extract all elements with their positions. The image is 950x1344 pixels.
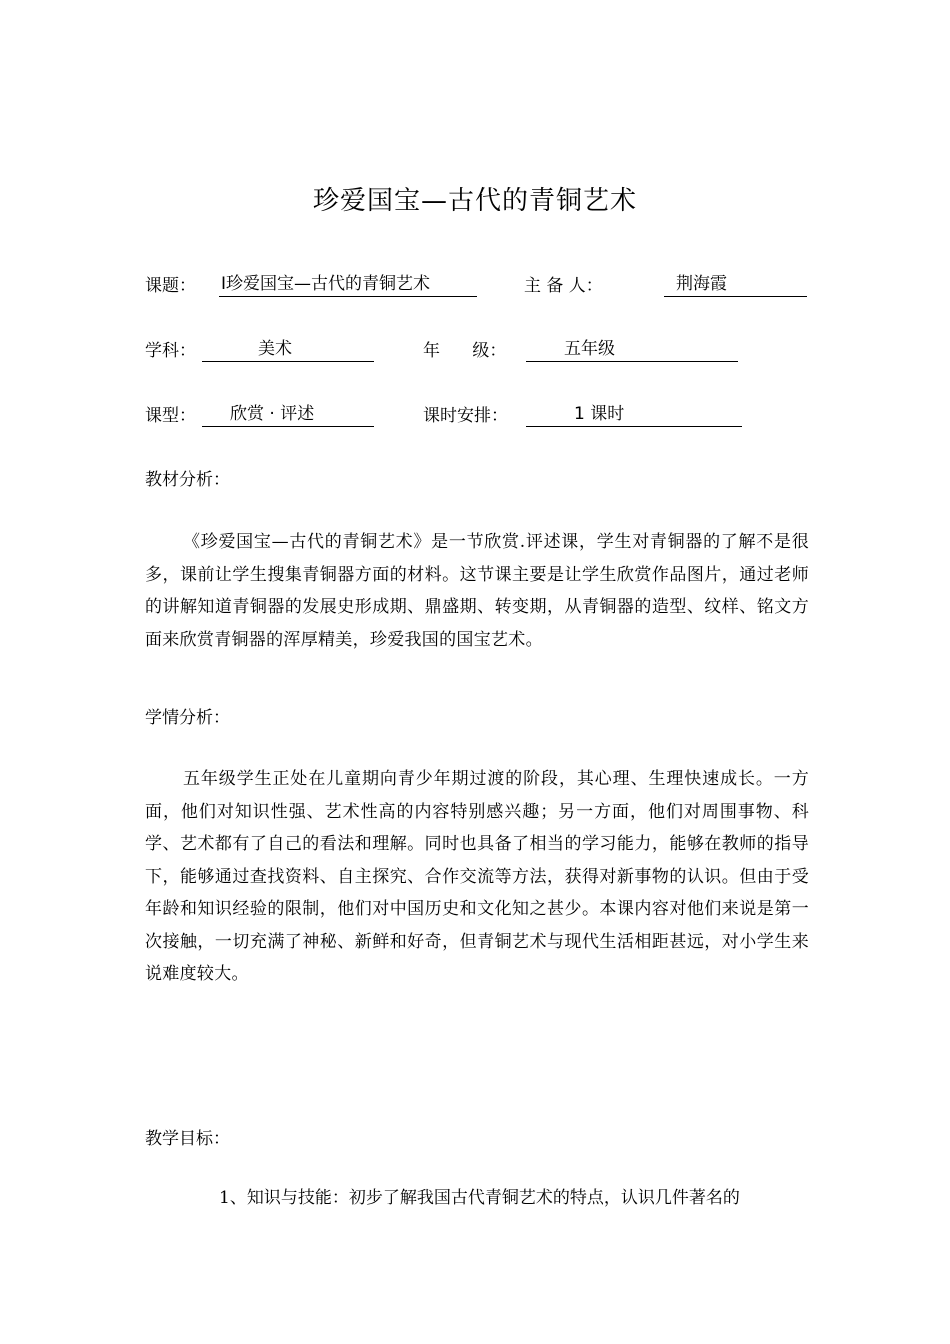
student-analysis-heading: 学情分析： [145, 708, 230, 728]
student-analysis-text: 五年级学生正处在儿童期向青少年期过渡的阶段，其心理、生理快速成长。一方面，他们对知识性强、艺术性高的内容特别感兴趣；另一方面，他们对周围事物、科学、艺术都有了自己的看法和理解。同时也具备了相当的学习能力，能够在教师的指导下，能够通过查找资料、自主探究、合作交流等方法，获得对新事物的认识。但由于受年龄和知识经验的限制，他们对中国历史和文化知之甚少。本课内容对他们来说是第一次接触，一切充满了神秘、新鲜和好奇，但青铜艺术与现代生活相距甚远，对小学生来说难度较大。 [145, 769, 809, 984]
lesson-type-label: 课型： [145, 406, 196, 426]
material-analysis-text: 《珍爱国宝—古代的青铜艺术》是一节欣赏.评述课，学生对青铜器的了解不是很多，课前让学生搜集青铜器方面的材料。这节课主要是让学生欣赏作品图片，通过老师的讲解知道青铜器的发展史形成期、鼎盛期、转变期，从青铜器的造型、纹样、铭文方面来欣赏青铜器的浑厚精美，珍爱我国的国宝艺术。 [145, 532, 809, 650]
schedule-label: 课时安排： [423, 406, 508, 426]
page-title: 珍爱国宝—古代的青铜艺术 [312, 186, 637, 216]
topic-label: 课题： [145, 276, 196, 296]
subject-value: 美术 [202, 337, 374, 362]
material-analysis-heading: 教材分析： [145, 470, 230, 490]
teaching-goal-item-1: 1、知识与技能：初步了解我国古代青铜艺术的特点，认识几件著名的 [219, 1188, 740, 1208]
subject-label: 学科： [145, 341, 196, 361]
preparer-value: 荆海霞 [664, 272, 807, 297]
teaching-goals-heading: 教学目标： [145, 1129, 230, 1149]
grade-label: 年 级： [423, 341, 507, 361]
preparer-label: 主 备 人： [524, 276, 603, 296]
topic-value: Ⅰ珍爱国宝—古代的青铜艺术 [219, 272, 477, 297]
schedule-value: 1 课时 [526, 402, 742, 427]
lesson-type-value: 欣赏 · 评述 [202, 402, 374, 427]
grade-value: 五年级 [526, 337, 738, 362]
